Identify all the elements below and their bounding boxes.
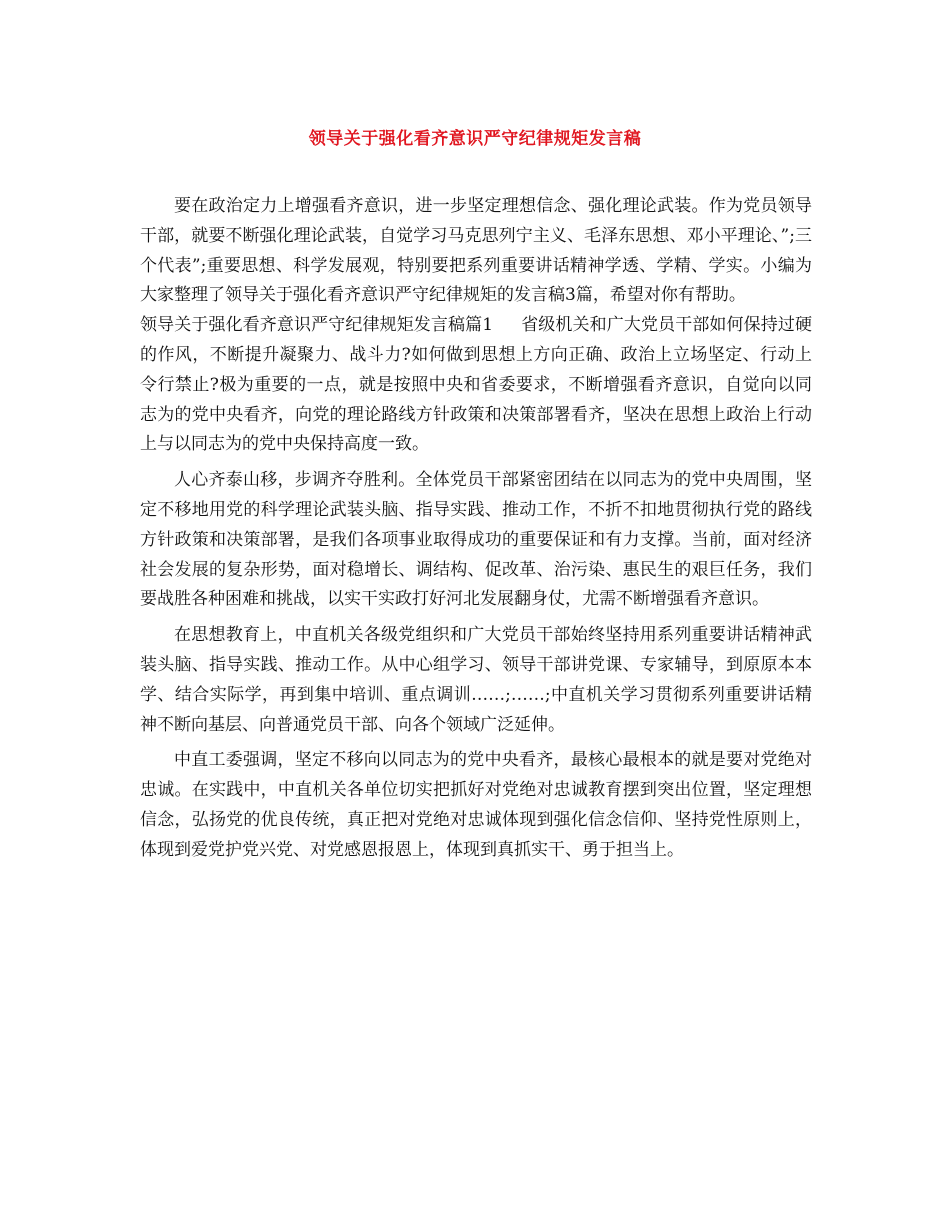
paragraph-4: 中直工委强调，坚定不移向以同志为的党中央看齐，最核心最根本的就是要对党绝对忠诚。在实践中，中直机关各单位切实把抓好对党绝对忠诚教育摆到突出位置，坚定理想信念，弘扬党的优良传统，真正把对党绝对忠诚体现到强化信念信仰、坚持党性原则上，体现到爱党护党兴党、对党感恩报恩上，体现到真抓实干、勇于担当上。 bbox=[140, 750, 812, 860]
section-1-paragraph bbox=[140, 311, 812, 460]
section-1-heading: 领导关于强化看齐意识严守纪律规矩发言稿篇1 bbox=[140, 315, 494, 336]
paragraph-2: 人心齐泰山移，步调齐夺胜利。全体党员干部紧密团结在以同志为的党中央周围，坚定不移地用党的科学理论武装头脑、指导实践、推动工作，不折不扣地贯彻执行党的路线方针政策和决策部署，是我们各项事业取得成功的重要保证和有力支撑。当前，面对经济社会发展的复杂形势，面对稳增长、调结构、促改革、治污染、惠民生的艰巨任务，我们要战胜各种困难和挑战，以实干实政打好河北发展翻身仗，尤需不断增强看齐意识。 bbox=[140, 470, 812, 610]
intro-paragraph: 要在政治定力上增强看齐意识，进一步坚定理想信念、强化理论武装。作为党员领导干部，就要不断强化理论武装，自觉学习马克思列宁主义、毛泽东思想、邓小平理论、”;三个代表”;重要思想、科学发展观，特别要把系列重要讲话精神学透、学精、学实。小编为大家整理了领导关于强化看齐意识严守纪律规矩的发言稿3篇，希望对你有帮助。 bbox=[140, 196, 812, 306]
section-1-body: 省级机关和广大党员干部如何保持过硬的作风，不断提升凝聚力、战斗力?如何做到思想上方向正确、政治上立场坚定、行动上令行禁止?极为重要的一点，就是按照中央和省委要求，不断增强看齐意识，自觉向以同志为的党中央看齐，向党的理论路线方针政策和决策部署看齐，坚决在思想上政治上行动上与以同志为的党中央保持高度一致。 bbox=[140, 315, 812, 455]
document-title: 领导关于强化看齐意识严守纪律规矩发言稿 bbox=[308, 129, 642, 149]
paragraph-3: 在思想教育上，中直机关各级党组织和广大党员干部始终坚持用系列重要讲话精神武装头脑、指导实践、推动工作。从中心组学习、领导干部讲党课、专家辅导，到原原本本学、结合实际学，再到集中培训、重点调训……;……;中直机关学习贯彻系列重要讲话精神不断向基层、向普通党员干部、向各个领域广泛延伸。 bbox=[140, 625, 812, 735]
document-body bbox=[140, 192, 812, 872]
